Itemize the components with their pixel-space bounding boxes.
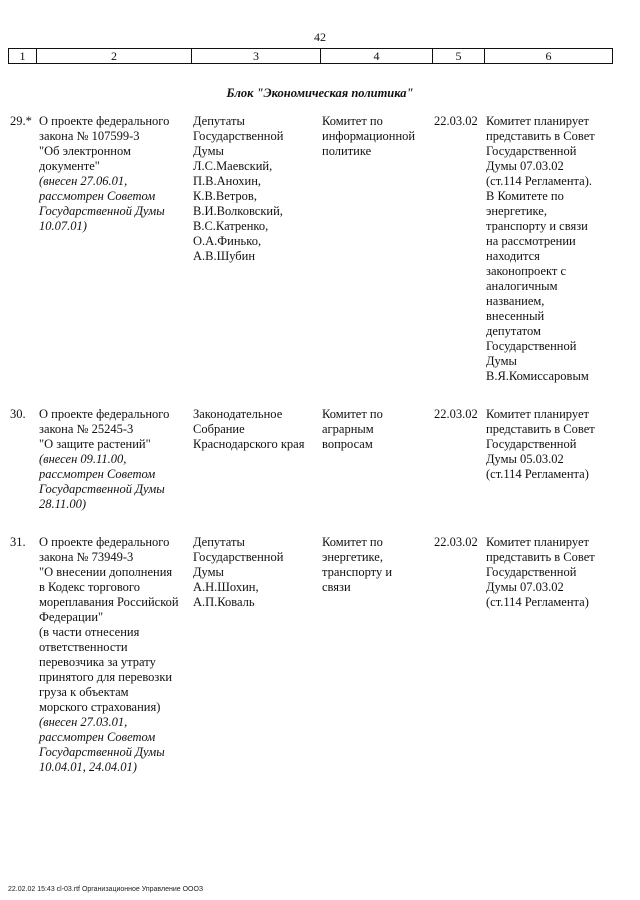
entry-number: 30.	[10, 407, 26, 421]
entry-title-line: "О защите растений"	[39, 437, 151, 451]
entry-remark-line: на рассмотрении	[486, 234, 576, 248]
entry-remark-line: аналогичным	[486, 279, 558, 293]
entry-subject-line: Законодательное	[193, 407, 283, 421]
entry-subject	[193, 407, 321, 452]
entry-remark-line: Думы 05.03.02	[486, 452, 564, 466]
entry-note-line: 10.04.01, 24.04.01)	[39, 760, 137, 774]
entry-note-line: (внесен 09.11.00,	[39, 452, 127, 466]
entry-title-line: О проекте федерального	[39, 407, 170, 421]
entry-committee	[322, 114, 432, 159]
entries-list	[0, 114, 640, 798]
entry-subject-line: Думы	[193, 565, 224, 579]
document-entry	[0, 407, 640, 535]
entry-remark-line: законопроект с	[486, 264, 567, 278]
entry-note-line: Государственной Думы	[39, 745, 165, 759]
entry-remark-line: (ст.114 Регламента)	[486, 595, 589, 609]
entry-note-line: 10.07.01)	[39, 219, 87, 233]
entry-remark	[486, 114, 616, 384]
entry-committee-line: информационной	[322, 129, 416, 143]
entry-title-line: Федерации"	[39, 610, 104, 624]
entry-note-line: 28.11.00)	[39, 497, 86, 511]
entry-subject	[193, 114, 321, 264]
entry-committee-line: вопросам	[322, 437, 373, 451]
entry-remark-line: представить в Совет	[486, 422, 595, 436]
footer: 22.02.02 15:43 cl-03.rtf Организационное Управление ОООЗ	[8, 886, 204, 893]
entry-title-line: О проекте федерального	[39, 114, 170, 128]
document-entry	[0, 535, 640, 798]
entry-subject-line: П.В.Анохин,	[193, 174, 262, 188]
entry-subject	[193, 535, 321, 610]
entry-subject-line: О.А.Финько,	[193, 234, 262, 248]
entry-date: 22.03.02	[434, 535, 478, 549]
entry-remark-line: Государственной	[486, 565, 577, 579]
entry-subject-line: Депутаты	[193, 535, 245, 549]
entry-remark-line: Государственной	[486, 339, 577, 353]
entry-remark-line: Государственной	[486, 144, 577, 158]
entry-remark-line: В.Я.Комиссаровым	[486, 369, 589, 383]
entry-subject-line: А.П.Коваль	[193, 595, 255, 609]
column-number-2: 2	[37, 49, 192, 64]
entry-remark-line: названием,	[486, 294, 545, 308]
entry-committee-line: транспорту и	[322, 565, 393, 579]
entry-committee	[322, 535, 432, 595]
entry-note-line: рассмотрен Советом	[39, 730, 156, 744]
column-number-header	[8, 48, 613, 64]
entry-committee	[322, 407, 432, 452]
entry-remark-line: Думы 07.03.02	[486, 159, 564, 173]
entry-title-line: закона № 25245-3	[39, 422, 134, 436]
entry-remark-line: Комитет планирует	[486, 535, 589, 549]
entry-remark-line: депутатом	[486, 324, 541, 338]
entry-subject-line: Думы	[193, 144, 224, 158]
entry-note-line: рассмотрен Советом	[39, 189, 156, 203]
entry-title-line: О проекте федерального	[39, 535, 170, 549]
entry-remark-line: Думы 07.03.02	[486, 580, 564, 594]
entry-subject-line: Л.С.Маевский,	[193, 159, 273, 173]
entry-note-line: Государственной Думы	[39, 482, 165, 496]
page-number: 42	[314, 30, 326, 44]
column-number-1: 1	[9, 49, 37, 64]
entry-title-line: ответственности	[39, 640, 128, 654]
entry-remark-line: В Комитете по	[486, 189, 564, 203]
entry-remark-line: Комитет планирует	[486, 407, 589, 421]
entry-committee-line: аграрным	[322, 422, 374, 436]
entry-remark	[486, 535, 616, 610]
entry-committee-line: политике	[322, 144, 372, 158]
document-entry	[0, 114, 640, 407]
entry-subject-line: А.Н.Шохин,	[193, 580, 259, 594]
entry-title-line: перевозчика за утрату	[39, 655, 156, 669]
entry-subject-line: Государственной	[193, 129, 284, 143]
column-number-4: 4	[321, 49, 433, 64]
column-number-3: 3	[192, 49, 321, 64]
block-title: Блок "Экономическая политика"	[226, 86, 414, 100]
entry-title	[39, 407, 191, 512]
entry-title-line: "О внесении дополнения	[39, 565, 173, 579]
entry-date: 22.03.02	[434, 114, 478, 128]
entry-title-line: в Кодекс торгового	[39, 580, 140, 594]
entry-title-line: морского страхования)	[39, 700, 161, 714]
entry-remark-line: представить в Совет	[486, 129, 595, 143]
entry-note-line: Государственной Думы	[39, 204, 165, 218]
entry-subject-line: К.В.Ветров,	[193, 189, 257, 203]
column-number-6: 6	[485, 49, 613, 64]
entry-title-line: принятого для перевозки	[39, 670, 173, 684]
entry-title-line: груза к объектам	[39, 685, 129, 699]
entry-remark-line: Государственной	[486, 437, 577, 451]
entry-title-line: (в части отнесения	[39, 625, 140, 639]
entry-committee-line: связи	[322, 580, 351, 594]
entry-subject-line: Депутаты	[193, 114, 245, 128]
entry-committee-line: энергетике,	[322, 550, 383, 564]
entry-subject-line: А.В.Шубин	[193, 249, 256, 263]
entry-title-line: мореплавания Российской	[39, 595, 179, 609]
entry-subject-line: Государственной	[193, 550, 284, 564]
entry-number: 31.	[10, 535, 26, 549]
entry-title-line: закона № 73949-3	[39, 550, 134, 564]
entry-date: 22.03.02	[434, 407, 478, 421]
entry-remark-line: (ст.114 Регламента)	[486, 467, 589, 481]
entry-remark	[486, 407, 616, 482]
entry-title-line: закона № 107599-3	[39, 129, 140, 143]
column-number-5: 5	[433, 49, 485, 64]
entry-committee-line: Комитет по	[322, 114, 383, 128]
entry-remark-line: транспорту и связи	[486, 219, 588, 233]
entry-subject-line: В.И.Волковский,	[193, 204, 283, 218]
entry-number: 29.*	[10, 114, 32, 128]
entry-remark-line: представить в Совет	[486, 550, 595, 564]
entry-remark-line: внесенный	[486, 309, 545, 323]
entry-remark-line: Комитет планирует	[486, 114, 589, 128]
entry-subject-line: Краснодарского края	[193, 437, 305, 451]
entry-committee-line: Комитет по	[322, 535, 383, 549]
entry-subject-line: Собрание	[193, 422, 245, 436]
entry-remark-line: энергетике,	[486, 204, 547, 218]
entry-title-line: документе"	[39, 159, 100, 173]
entry-note-line: рассмотрен Советом	[39, 467, 156, 481]
entry-title-line: "Об электронном	[39, 144, 131, 158]
entry-title	[39, 114, 191, 234]
entry-note-line: (внесен 27.06.01,	[39, 174, 128, 188]
entry-remark-line: Думы	[486, 354, 517, 368]
entry-note-line: (внесен 27.03.01,	[39, 715, 128, 729]
entry-remark-line: (ст.114 Регламента).	[486, 174, 592, 188]
entry-remark-line: находится	[486, 249, 540, 263]
entry-title	[39, 535, 191, 775]
entry-committee-line: Комитет по	[322, 407, 383, 421]
entry-subject-line: В.С.Катренко,	[193, 219, 269, 233]
